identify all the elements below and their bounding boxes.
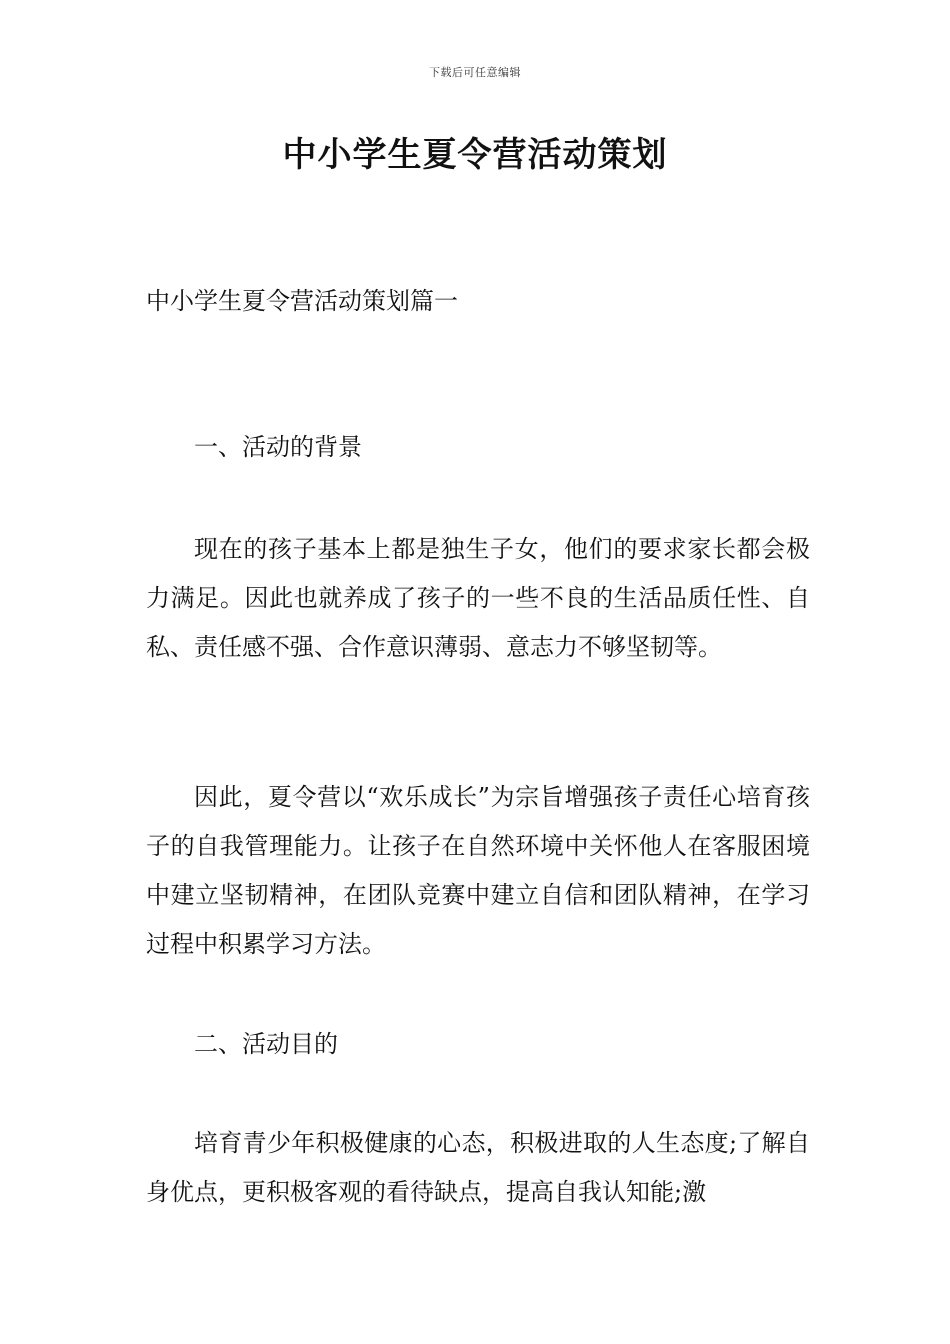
section-heading-background: 一、活动的背景 <box>194 433 362 461</box>
paragraph-background-2: 因此，夏令营以“欢乐成长”为宗旨增强孩子责任心培育孩子的自我管理能力。让孩子在自然环境中关怀他人在客服困境中建立坚韧精神，在团队竞赛中建立自信和团队精神，在学习过程中积累学习方法。 <box>146 783 810 958</box>
header-note: 下载后可任意编辑 <box>429 66 521 79</box>
section-heading-purpose: 二、活动目的 <box>194 1030 338 1058</box>
document-subtitle: 中小学生夏令营活动策划篇一 <box>146 287 458 315</box>
document-title: 中小学生夏令营活动策划 <box>282 135 668 175</box>
paragraph-background-1: 现在的孩子基本上都是独生子女，他们的要求家长都会极力满足。因此也就养成了孩子的一些不良的生活品质任性、自私、责任感不强、合作意识薄弱、意志力不够坚韧等。 <box>146 535 810 661</box>
paragraph-purpose-1: 培育青少年积极健康的心态，积极进取的人生态度;了解自身优点，更积极客观的看待缺点，提高自我认知能;激 <box>146 1129 810 1206</box>
